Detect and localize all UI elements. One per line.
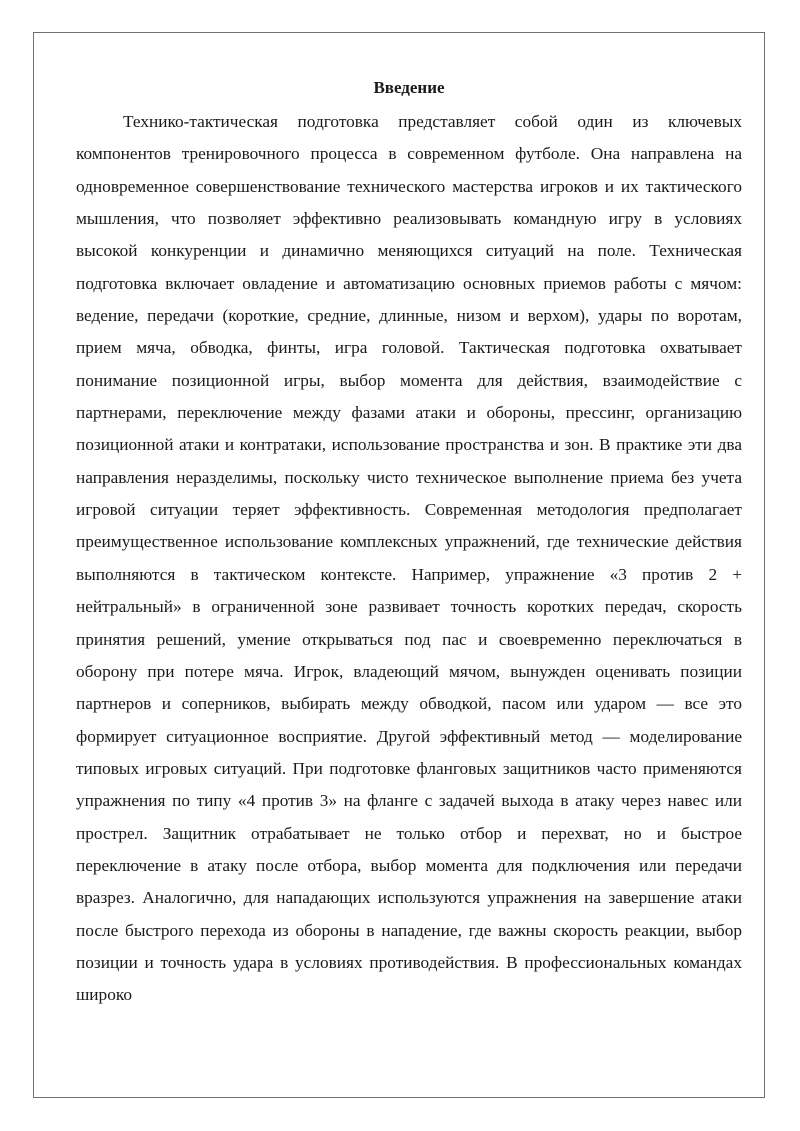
document-body xyxy=(76,74,742,1012)
section-heading: Введение xyxy=(373,78,445,97)
body-paragraph: Технико-тактическая подготовка представляет собой один из ключевых компонентов тренировочного процесса в современном футболе. Она направлена на одновременное совершенствование технического мастерства игроков и их тактического мышления, что позволяет эффективно реализовывать командную игру в условиях высокой конкуренции и динамично меняющихся ситуаций на поле. Техническая подготовка включает овладение и автоматизацию основных приемов работы с мячом: ведение, передачи (короткие, средние, длинные, низом и верхом), удары по воротам, прием мяча, обводка, финты, игра головой. Тактическая подготовка охватывает понимание позиционной игры, выбор момента для действия, взаимодействие с партнерами, переключение между фазами атаки и обороны, прессинг, организацию позиционной атаки и контратаки, использование пространства и зон. В практике эти два направления неразделимы, поскольку чисто техническое выполнение приема без учета игровой ситуации теряет эффективность. Современная методология предполагает преимущественное использование комплексных упражнений, где технические действия выполняются в тактическом контексте. Например, упражнение «3 против 2 + нейтральный» в ограниченной зоне развивает точность коротких передач, скорость принятия решений, умение открываться под пас и своевременно переключаться в оборону при потере мяча. Игрок, владеющий мячом, вынужден оценивать позиции партнеров и соперников, выбирать между обводкой, пасом или ударом — все это формирует ситуационное восприятие. Другой эффективный метод — моделирование типовых игровых ситуаций. При подготовке фланговых защитников часто применяются упражнения по типу «4 против 3» на фланге с задачей выхода в атаку через навес или прострел. Защитник отрабатывает не только отбор и перехват, но и быстрое переключение в атаку после отбора, выбор момента для подключения или передачи вразрез. Аналогично, для нападающих используются упражнения на завершение атаки после быстрого перехода из обороны в нападение, где важны скорость реакции, выбор позиции и точность удара в условиях противодействия. В профессиональных командах широко xyxy=(76,112,742,1005)
